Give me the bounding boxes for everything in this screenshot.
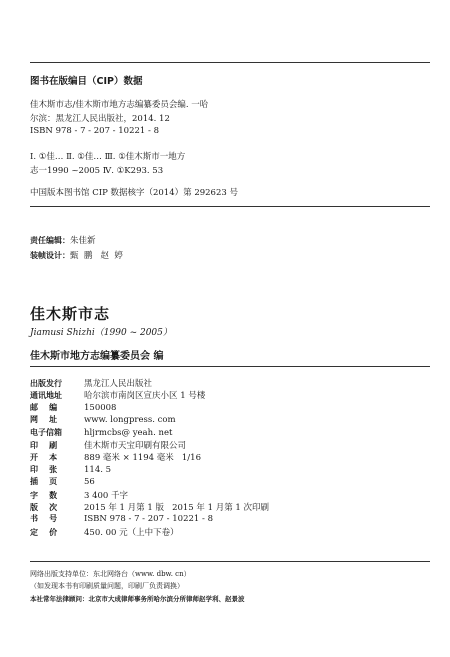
quality-notice: （如发现本书有印刷质量问题，印刷厂负责调换） [30,582,184,590]
responsible-editor [30,234,96,246]
editor-value: 朱佳新 [70,236,96,246]
pub-info-row [30,526,179,538]
pub-info-value: 哈尔滨市南岗区宣庆小区 1 号楼 [84,391,206,402]
pub-info-value: 889 毫米 × 1194 毫米 1/16 [84,453,201,464]
bottom-rule [30,561,430,562]
title-rule [30,366,430,367]
pub-info-label: 书 号 [30,514,58,524]
pub-info-value: www. longpress. com [84,415,176,426]
pub-info-label: 插 页 [30,477,58,487]
pub-info-row [30,451,201,463]
cip-rule [30,206,430,207]
pub-info-row [30,377,152,389]
pub-info-label: 字 数 [30,490,58,500]
pub-info-row [30,439,186,451]
pub-info-value: ISBN 978 - 7 - 207 - 10221 - 8 [84,514,213,525]
cip-number: 中国版本图书馆 CIP 数据核字（2014）第 292623 号 [30,188,238,198]
design-label: 装帧设计： [30,251,70,260]
cip-line: 尔滨：黑龙江人民出版社，2014. 12 [30,114,170,124]
pub-info-label: 开 本 [30,453,58,463]
pub-info-row [30,513,213,525]
pub-info-value: 3 400 千字 [84,490,129,501]
pub-info-value: 黑龙江人民出版社 [84,379,153,389]
cover-designer [30,249,123,261]
pub-info-value: 56 [84,477,95,488]
cip-line: Ⅰ. ①佳… Ⅱ. ①佳… Ⅲ. ①佳木斯市一地方 [30,152,186,162]
cip-line: 志一1990 ~2005 Ⅳ. ①K293. 53 [30,166,164,176]
pub-info-row [30,414,176,426]
editor-label: 责任编辑： [30,236,70,245]
online-support: 网络出版支持单位：东北网络台（www. dbw. cn） [30,570,191,578]
top-rule [30,62,430,63]
pub-info-value: hljrmcbs@ yeah. net [84,427,173,438]
book-compiler: 佳木斯市地方志编纂委员会 编 [30,351,164,362]
pub-info-value: 114. 5 [84,464,112,475]
pub-info-value: 2015 年 1 月第 1 版 2015 年 1 月第 1 次印刷 [84,503,270,513]
pub-info-label: 印 张 [30,464,58,474]
design-value: 甄 鹏 赵 婷 [70,251,123,261]
pub-info-label: 电子信箱 [30,427,62,437]
pub-info-row [30,402,116,414]
pub-info-label: 出版发行 [30,379,62,388]
pub-info-value: 佳木斯市天宝印刷有限公司 [84,441,187,451]
pub-info-label: 网 址 [30,415,58,425]
pub-info-row [30,464,111,476]
pub-info-value: 150008 [84,402,117,413]
cip-line: ISBN 978 - 7 - 207 - 10221 - 8 [30,126,159,136]
cip-line: 佳木斯市志/佳木斯市地方志编纂委员会编. 一哈 [30,100,209,110]
book-title: 佳木斯市志 [30,305,111,323]
pub-info-row [30,389,205,401]
pub-info-label: 版 次 [30,503,58,512]
pub-info-value: 450. 00 元（上中下卷） [84,527,179,538]
pub-info-label: 邮 编 [30,402,58,412]
pub-info-row [30,476,95,488]
pub-info-row [30,501,269,513]
legal-counsel: 本社常年法律顾问：北京市大成律师事务所哈尔滨分所律师赵学利、赵景波 [30,595,245,603]
pub-info-label: 印 刷 [30,441,58,450]
pub-info-label: 通讯地址 [30,391,62,401]
book-subtitle: Jiamusi Shizhi（1990 ~ 2005） [30,328,172,338]
cip-heading: 图书在版编目（CIP）数据 [30,76,143,87]
pub-info-row [30,489,128,501]
pub-info-row [30,427,172,439]
pub-info-label: 定 价 [30,527,58,537]
